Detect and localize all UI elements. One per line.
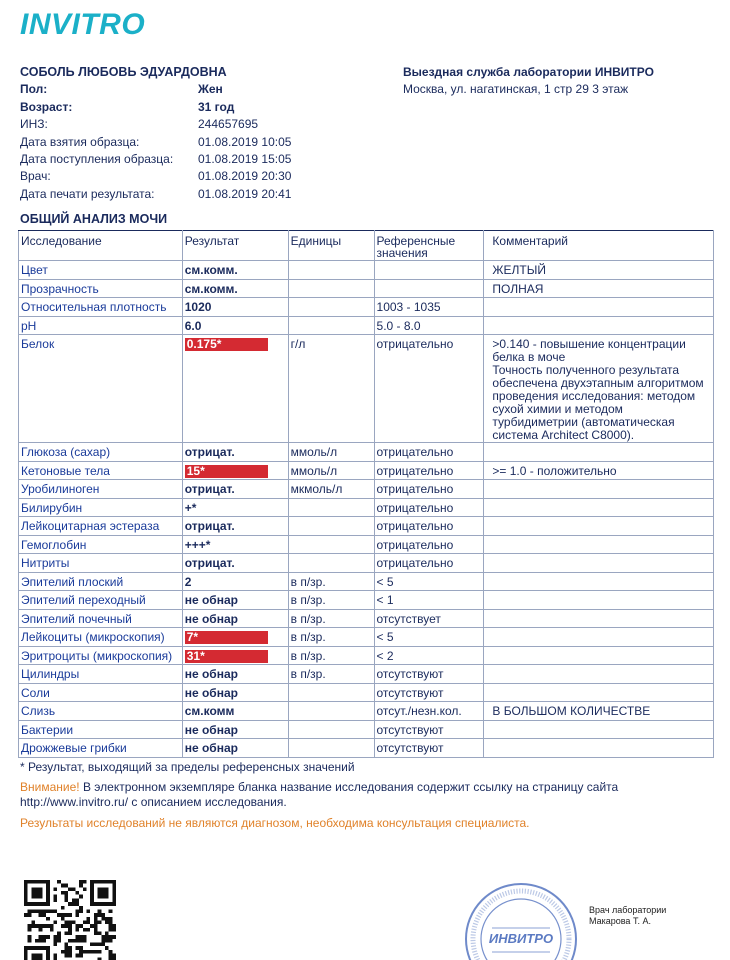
test-reference: отсут./незн.кол. (374, 702, 484, 721)
test-reference: отсутствуют (374, 665, 484, 684)
table-row (19, 298, 714, 317)
test-reference: отрицательно (374, 480, 484, 499)
test-result: 2 (182, 572, 288, 591)
section-title: ОБЩИЙ АНАЛИЗ МОЧИ (20, 212, 168, 226)
test-name[interactable]: Эпителий плоский (19, 572, 183, 591)
test-result: см.комм (182, 702, 288, 721)
test-reference: отрицательно (374, 498, 484, 517)
notice-warning: Внимание! (20, 780, 80, 794)
table-row (19, 646, 714, 665)
test-result: отрицат. (182, 554, 288, 573)
test-units (288, 517, 374, 536)
lab-info (403, 64, 654, 99)
test-comment: >0.140 - повышение концентрации белка в моче Точность полученного результата обеспечена двухэтапным алгоритмом проведения исследования: методом сухой химии и методом турбидиметрии (автоматическая система Architect C8000). (484, 335, 714, 443)
table-row (19, 498, 714, 517)
test-units: в п/зр. (288, 609, 374, 628)
test-result-flagged: 31* (185, 650, 268, 663)
test-units: в п/зр. (288, 665, 374, 684)
test-units: г/л (288, 335, 374, 443)
test-comment (484, 443, 714, 462)
test-result: не обнар (182, 609, 288, 628)
doctor-name: Макарова Т. А. (589, 916, 651, 926)
invitro-logo: INVITRO (20, 8, 146, 41)
test-comment (484, 609, 714, 628)
test-result-flagged: 15* (185, 465, 268, 478)
table-row (19, 665, 714, 684)
test-name[interactable]: Слизь (19, 702, 183, 721)
patient-field-value: 01.08.2019 10:05 (198, 134, 292, 149)
test-units (288, 279, 374, 298)
notice-text-after: с описанием исследования. (128, 795, 287, 809)
test-reference: отсутствуют (374, 720, 484, 739)
patient-field (20, 168, 400, 185)
test-name[interactable]: Эпителий почечный (19, 609, 183, 628)
patient-field-label: Возраст: (20, 99, 73, 114)
test-result: не обнар (182, 739, 288, 758)
lab-address: Москва, ул. нагатинская, 1 стр 29 3 этаж (403, 82, 629, 97)
test-reference: отрицательно (374, 535, 484, 554)
test-comment (484, 720, 714, 739)
test-name[interactable]: Бактерии (19, 720, 183, 739)
table-header (19, 231, 714, 261)
patient-field (20, 116, 400, 133)
test-name[interactable]: Цилиндры (19, 665, 183, 684)
test-result: отрицат. (182, 480, 288, 499)
results-table (18, 230, 714, 758)
test-name[interactable]: Нитриты (19, 554, 183, 573)
patient-info (20, 64, 400, 203)
test-result: не обнар (182, 665, 288, 684)
test-units: в п/зр. (288, 591, 374, 610)
patient-field-label: Дата печати результата: (20, 186, 155, 201)
doctor-role: Врач лаборатории (589, 905, 667, 915)
test-units (288, 720, 374, 739)
table-row (19, 461, 714, 480)
test-name[interactable]: Соли (19, 683, 183, 702)
patient-field-label: Пол: (20, 82, 48, 97)
test-comment (484, 498, 714, 517)
table-row (19, 535, 714, 554)
lab-stamp (462, 880, 580, 960)
patient-field (20, 81, 400, 98)
test-comment (484, 591, 714, 610)
doctor-signature (589, 905, 666, 927)
table-row (19, 517, 714, 536)
table-row (19, 702, 714, 721)
table-row (19, 443, 714, 462)
test-result: не обнар (182, 720, 288, 739)
qr-code (24, 880, 116, 960)
test-result: отрицат. (182, 443, 288, 462)
header-test: Исследование (19, 231, 183, 261)
test-name[interactable]: Относительная плотность (19, 298, 183, 317)
disclaimer: Результаты исследований не являются диагнозом, необходима консультация специалиста. (20, 816, 530, 830)
test-result: +++* (182, 535, 288, 554)
patient-field (20, 134, 400, 151)
test-result: отрицат. (182, 517, 288, 536)
test-units: в п/зр. (288, 646, 374, 665)
test-units (288, 702, 374, 721)
patient-field-value: 01.08.2019 15:05 (198, 152, 292, 167)
test-comment (484, 316, 714, 335)
test-reference: < 2 (374, 646, 484, 665)
patient-field-value: 244657695 (198, 117, 259, 132)
test-units (288, 298, 374, 317)
test-comment (484, 480, 714, 499)
patient-field (20, 151, 400, 168)
test-reference: отрицательно (374, 335, 484, 443)
test-name[interactable]: Дрожжевые грибки (19, 739, 183, 758)
patient-field-value: Жен (198, 82, 223, 97)
patient-fields (20, 81, 400, 203)
test-name[interactable]: pH (19, 316, 183, 335)
table-row (19, 591, 714, 610)
test-units: в п/зр. (288, 572, 374, 591)
test-units (288, 554, 374, 573)
test-reference: отрицательно (374, 443, 484, 462)
test-reference (374, 279, 484, 298)
invitro-link[interactable]: http://www.invitro.ru/ (20, 795, 129, 809)
test-result: см.комм. (182, 261, 288, 280)
notice (20, 780, 710, 810)
test-name[interactable]: Прозрачность (19, 279, 183, 298)
header-comment: Комментарий (484, 231, 714, 261)
patient-field (20, 186, 400, 203)
test-comment: В БОЛЬШОМ КОЛИЧЕСТВЕ (484, 702, 714, 721)
test-units: в п/зр. (288, 628, 374, 647)
test-reference: < 5 (374, 628, 484, 647)
test-units: ммоль/л (288, 443, 374, 462)
test-units (288, 739, 374, 758)
test-result: 6.0 (182, 316, 288, 335)
test-comment: ЖЕЛТЫЙ (484, 261, 714, 280)
test-reference: отрицательно (374, 461, 484, 480)
table-row (19, 335, 714, 443)
table-row (19, 628, 714, 647)
test-name[interactable]: Кетоновые тела (19, 461, 183, 480)
test-name[interactable]: Лейкоцитарная эстераза (19, 517, 183, 536)
table-row (19, 720, 714, 739)
test-reference: 1003 - 1035 (374, 298, 484, 317)
test-result-flagged: 7* (185, 631, 268, 644)
patient-field-value: 01.08.2019 20:41 (198, 186, 292, 201)
test-units: мкмоль/л (288, 480, 374, 499)
test-comment (484, 517, 714, 536)
patient-field (20, 99, 400, 116)
test-reference (374, 261, 484, 280)
header-result: Результат (182, 231, 288, 261)
patient-field-label: Дата поступления образца: (20, 152, 174, 167)
stamp-text: ИНВИТРО (488, 931, 554, 946)
test-name[interactable]: Уробилиноген (19, 480, 183, 499)
test-name[interactable]: Эпителий переходный (19, 591, 183, 610)
table-row (19, 316, 714, 335)
test-units: ммоль/л (288, 461, 374, 480)
test-reference: отрицательно (374, 554, 484, 573)
test-comment (484, 739, 714, 758)
test-name[interactable]: Билирубин (19, 498, 183, 517)
patient-name: СОБОЛЬ ЛЮБОВЬ ЭДУАРДОВНА (20, 65, 227, 79)
test-result: +* (182, 498, 288, 517)
test-reference: отсутствуют (374, 683, 484, 702)
table-row (19, 683, 714, 702)
test-result-flagged: 0.175* (185, 338, 268, 351)
test-name[interactable]: Глюкоза (сахар) (19, 443, 183, 462)
test-name[interactable]: Цвет (19, 261, 183, 280)
test-units (288, 261, 374, 280)
table-row (19, 261, 714, 280)
lab-name: Выездная служба лаборатории ИНВИТРО (403, 65, 654, 79)
table-row (19, 554, 714, 573)
test-comment (484, 572, 714, 591)
test-comment: ПОЛНАЯ (484, 279, 714, 298)
test-name[interactable]: Эритроциты (микроскопия) (19, 646, 183, 665)
test-name[interactable]: Гемоглобин (19, 535, 183, 554)
notice-text: В электронном экземпляре бланка название исследования содержит ссылку на страницу сайта (79, 780, 619, 794)
header-units: Единицы (288, 231, 374, 261)
test-reference: отрицательно (374, 517, 484, 536)
test-comment (484, 683, 714, 702)
test-comment (484, 535, 714, 554)
test-result (182, 335, 288, 443)
test-units (288, 498, 374, 517)
test-comment (484, 554, 714, 573)
test-comment (484, 665, 714, 684)
test-reference: отсутствуют (374, 739, 484, 758)
test-comment (484, 628, 714, 647)
test-comment (484, 646, 714, 665)
table-row (19, 279, 714, 298)
table-row (19, 609, 714, 628)
test-result: не обнар (182, 591, 288, 610)
patient-field-label: Врач: (20, 169, 51, 184)
test-reference: < 1 (374, 591, 484, 610)
test-reference: < 5 (374, 572, 484, 591)
table-row (19, 572, 714, 591)
test-result: 1020 (182, 298, 288, 317)
patient-field-value: 01.08.2019 20:30 (198, 169, 292, 184)
test-result (182, 646, 288, 665)
header-reference: Референсные значения (374, 231, 484, 261)
test-reference: 5.0 - 8.0 (374, 316, 484, 335)
test-comment (484, 298, 714, 317)
test-result (182, 461, 288, 480)
patient-field-label: Дата взятия образца: (20, 134, 140, 149)
test-reference: отсутствует (374, 609, 484, 628)
test-name[interactable]: Лейкоциты (микроскопия) (19, 628, 183, 647)
footnote: * Результат, выходящий за пределы референсных значений (20, 760, 355, 774)
patient-field-value: 31 год (198, 99, 235, 114)
table-row (19, 480, 714, 499)
test-result: не обнар (182, 683, 288, 702)
patient-field-label: ИНЗ: (20, 117, 48, 132)
test-units (288, 535, 374, 554)
test-name[interactable]: Белок (19, 335, 183, 443)
test-units (288, 683, 374, 702)
test-result (182, 628, 288, 647)
test-result: см.комм. (182, 279, 288, 298)
table-row (19, 739, 714, 758)
test-comment: >= 1.0 - положительно (484, 461, 714, 480)
test-units (288, 316, 374, 335)
